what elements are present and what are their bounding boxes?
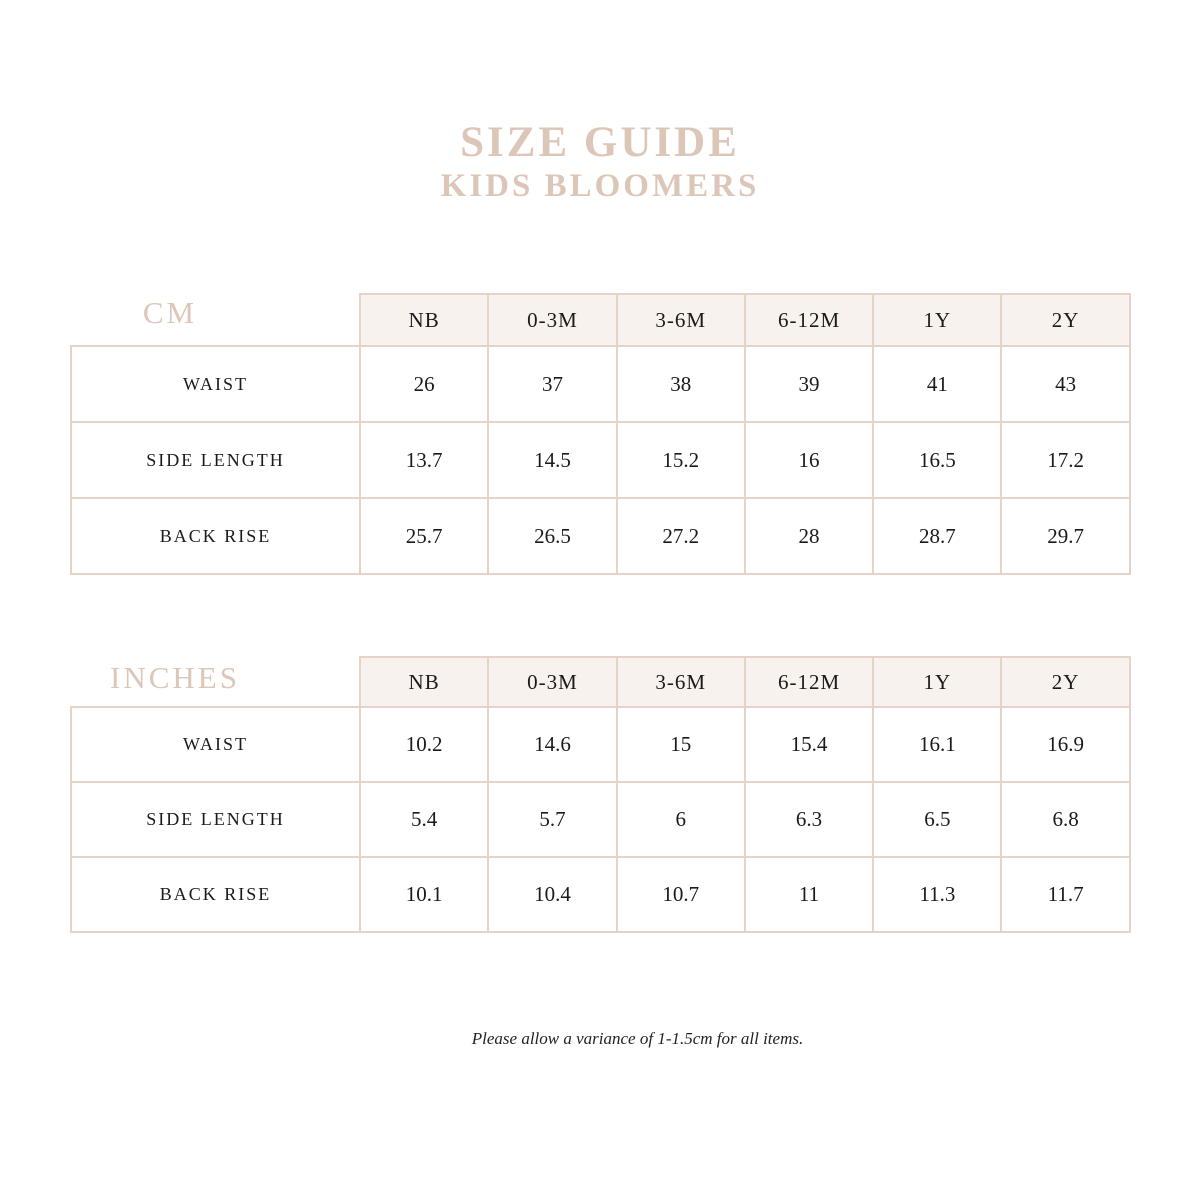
row-label: WAIST xyxy=(71,346,360,422)
table-cell: 28 xyxy=(745,498,873,574)
table-cell: 13.7 xyxy=(360,422,488,498)
table-cell: 27.2 xyxy=(617,498,745,574)
table-cell: 16 xyxy=(745,422,873,498)
size-header: 3-6M xyxy=(617,657,745,707)
table-row xyxy=(71,422,1130,498)
size-header: 2Y xyxy=(1001,657,1129,707)
table-cell: 10.4 xyxy=(488,857,616,932)
page-subtitle: KIDS BLOOMERS xyxy=(440,168,760,204)
table-row xyxy=(71,857,1130,932)
table-cell: 16.1 xyxy=(873,707,1001,782)
table-cell: 15.4 xyxy=(745,707,873,782)
page-title: SIZE GUIDE xyxy=(460,119,740,166)
size-header: NB xyxy=(360,294,488,346)
size-header: 1Y xyxy=(873,657,1001,707)
row-label: WAIST xyxy=(71,707,360,782)
size-header: 2Y xyxy=(1001,294,1129,346)
table-cell: 11 xyxy=(745,857,873,932)
table-cell: 15.2 xyxy=(617,422,745,498)
table-row xyxy=(71,498,1130,574)
table-header-row xyxy=(71,657,1130,707)
row-label: SIDE LENGTH xyxy=(71,422,360,498)
table-cell: 17.2 xyxy=(1001,422,1129,498)
table-cell: 16.9 xyxy=(1001,707,1129,782)
table-cell: 14.5 xyxy=(488,422,616,498)
size-header: 6-12M xyxy=(745,657,873,707)
variance-footnote: Please allow a variance of 1-1.5cm for all items. xyxy=(471,1029,804,1048)
table-row xyxy=(71,346,1130,422)
table-cell: 6.5 xyxy=(873,782,1001,857)
header-blank-cell xyxy=(71,294,360,346)
table-cell: 6.8 xyxy=(1001,782,1129,857)
size-header: 0-3M xyxy=(488,294,616,346)
table-cell: 29.7 xyxy=(1001,498,1129,574)
table-cell: 11.7 xyxy=(1001,857,1129,932)
table-cell: 11.3 xyxy=(873,857,1001,932)
table-cell: 10.2 xyxy=(360,707,488,782)
header-blank-cell xyxy=(71,657,360,707)
table-cell: 39 xyxy=(745,346,873,422)
table-header-row xyxy=(71,294,1130,346)
row-label: SIDE LENGTH xyxy=(71,782,360,857)
table-cell: 6.3 xyxy=(745,782,873,857)
table-cell: 15 xyxy=(617,707,745,782)
table-cell: 43 xyxy=(1001,346,1129,422)
table-cell: 38 xyxy=(617,346,745,422)
table-cell: 10.1 xyxy=(360,857,488,932)
size-header: 3-6M xyxy=(617,294,745,346)
table-cell: 41 xyxy=(873,346,1001,422)
table-cell: 16.5 xyxy=(873,422,1001,498)
table-cell: 25.7 xyxy=(360,498,488,574)
row-label: BACK RISE xyxy=(71,857,360,932)
size-header: NB xyxy=(360,657,488,707)
unit-label-cm: CM xyxy=(142,295,198,330)
size-table-cm xyxy=(70,293,1131,575)
table-cell: 28.7 xyxy=(873,498,1001,574)
row-label: BACK RISE xyxy=(71,498,360,574)
table-cell: 10.7 xyxy=(617,857,745,932)
table-cell: 5.7 xyxy=(488,782,616,857)
table-cell: 26 xyxy=(360,346,488,422)
table-cell: 26.5 xyxy=(488,498,616,574)
size-header: 6-12M xyxy=(745,294,873,346)
table-cell: 6 xyxy=(617,782,745,857)
table-cell: 14.6 xyxy=(488,707,616,782)
table-cell: 5.4 xyxy=(360,782,488,857)
table-cell: 37 xyxy=(488,346,616,422)
table-row xyxy=(71,707,1130,782)
unit-label-inches: INCHES xyxy=(110,660,240,695)
size-header: 1Y xyxy=(873,294,1001,346)
table-row xyxy=(71,782,1130,857)
size-header: 0-3M xyxy=(488,657,616,707)
size-table-inches xyxy=(70,656,1131,933)
